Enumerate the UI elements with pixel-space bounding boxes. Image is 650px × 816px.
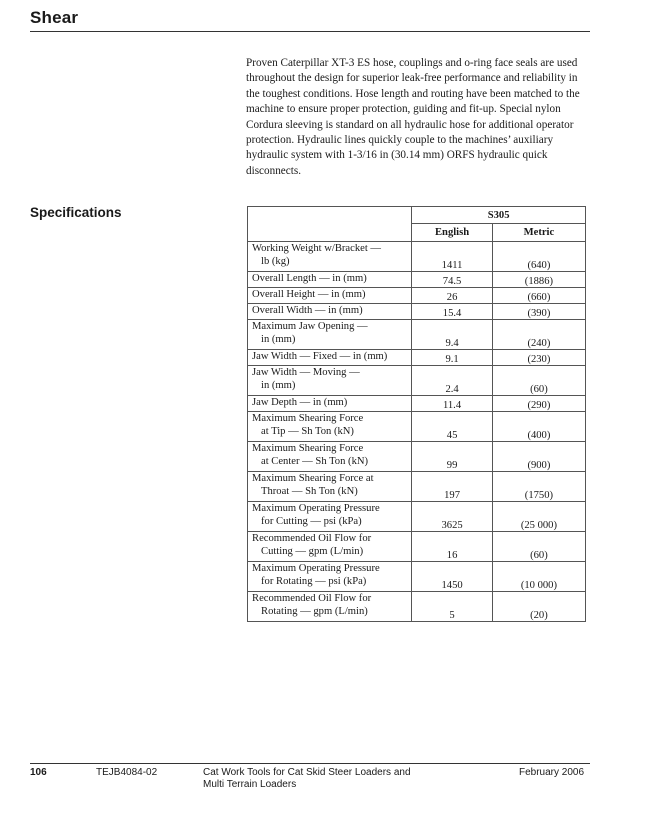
metric-value: (390)	[492, 304, 585, 320]
metric-value: (1886)	[492, 272, 585, 288]
english-value: 26	[412, 288, 493, 304]
metric-value: (60)	[492, 366, 585, 396]
english-value: 3625	[412, 502, 493, 532]
spec-label	[248, 366, 412, 396]
spec-label-line-1: Recommended Oil Flow for	[252, 533, 372, 544]
footer-rule	[30, 763, 590, 764]
spec-label-line-2: in (mm)	[261, 380, 296, 391]
metric-value: (60)	[492, 532, 585, 562]
english-column-header: English	[412, 224, 493, 242]
metric-value: (400)	[492, 412, 585, 442]
table-row	[248, 272, 586, 288]
spec-label-line-1: Maximum Operating Pressure	[252, 503, 380, 514]
spec-label	[248, 350, 412, 366]
metric-value: (660)	[492, 288, 585, 304]
english-value: 11.4	[412, 396, 493, 412]
spec-label-line-1: Jaw Width — Fixed — in (mm)	[252, 351, 388, 362]
specifications-table	[247, 206, 586, 622]
spec-label-line-1: Overall Height — in (mm)	[252, 289, 366, 300]
metric-value: (240)	[492, 320, 585, 350]
english-value: 45	[412, 412, 493, 442]
document-title	[203, 767, 463, 791]
spec-label	[248, 288, 412, 304]
blank-header-cell	[248, 207, 412, 242]
spec-label	[248, 532, 412, 562]
english-value: 2.4	[412, 366, 493, 396]
spec-label-line-1: Maximum Shearing Force	[252, 413, 364, 424]
english-value: 1450	[412, 562, 493, 592]
english-value: 99	[412, 442, 493, 472]
english-value: 15.4	[412, 304, 493, 320]
spec-label-line-2: Rotating — gpm (L/min)	[261, 606, 368, 617]
spec-label-line-1: Maximum Shearing Force at	[252, 473, 374, 484]
publication-date: February 2006	[519, 767, 585, 778]
spec-label-line-1: Working Weight w/Bracket —	[252, 243, 382, 254]
spec-label-line-1: Overall Length — in (mm)	[252, 273, 367, 284]
table-row	[248, 472, 586, 502]
document-code: TEJB4084-02	[96, 767, 158, 778]
spec-label	[248, 442, 412, 472]
table-row	[248, 304, 586, 320]
intro-paragraph: Proven Caterpillar XT-3 ES hose, couplings and o-ring face seals are used throughout the design for superior leak-free performance and reliability in the toughest conditions. Hose length and routing have been matched to the machine to ensure proper protection, guiding and fit-up. Special nylon Cordura sleeving is standard on all hydraulic hose for additional operator protection. Hydraulic lines quickly couple to the machines’ auxiliary hydraulic system with 1-3/16 in (30.14 mm) ORFS hydraulic quick disconnects.	[246, 57, 580, 177]
metric-value: (230)	[492, 350, 585, 366]
metric-value: (20)	[492, 592, 585, 622]
table-row	[248, 562, 586, 592]
spec-label	[248, 396, 412, 412]
spec-label-line-1: Jaw Width — Moving —	[252, 367, 360, 378]
table-row	[248, 412, 586, 442]
metric-column-header: Metric	[492, 224, 585, 242]
english-value: 5	[412, 592, 493, 622]
spec-label-line-2: at Tip — Sh Ton (kN)	[261, 426, 354, 437]
english-value: 197	[412, 472, 493, 502]
spec-label	[248, 412, 412, 442]
table-row	[248, 366, 586, 396]
document-title-line-2: Multi Terrain Loaders	[203, 779, 297, 790]
metric-value: (640)	[492, 242, 585, 272]
spec-label-line-1: Maximum Operating Pressure	[252, 563, 380, 574]
spec-label-line-2: for Cutting — psi (kPa)	[261, 516, 362, 527]
spec-label-line-1: Maximum Jaw Opening —	[252, 321, 368, 332]
document-title-line-1: Cat Work Tools for Cat Skid Steer Loaders and	[203, 767, 411, 778]
spec-label	[248, 472, 412, 502]
table-row	[248, 396, 586, 412]
table-row	[248, 350, 586, 366]
table-row	[248, 532, 586, 562]
specifications-heading: Specifications	[30, 205, 122, 220]
english-value: 9.4	[412, 320, 493, 350]
english-value: 1411	[412, 242, 493, 272]
spec-label-line-1: Jaw Depth — in (mm)	[252, 397, 348, 408]
spec-label	[248, 242, 412, 272]
spec-label-line-2: at Center — Sh Ton (kN)	[261, 456, 369, 467]
spec-label	[248, 272, 412, 288]
spec-label-line-1: Maximum Shearing Force	[252, 443, 364, 454]
section-title: Shear	[30, 8, 79, 27]
metric-value: (1750)	[492, 472, 585, 502]
spec-label-line-2: Cutting — gpm (L/min)	[261, 546, 364, 557]
metric-value: (10 000)	[492, 562, 585, 592]
metric-value: (900)	[492, 442, 585, 472]
spec-label-line-1: Overall Width — in (mm)	[252, 305, 363, 316]
spec-label	[248, 502, 412, 532]
spec-label-line-1: Recommended Oil Flow for	[252, 593, 372, 604]
spec-label	[248, 562, 412, 592]
spec-label	[248, 304, 412, 320]
table-row	[248, 320, 586, 350]
table-row	[248, 502, 586, 532]
spec-label-line-2: for Rotating — psi (kPa)	[261, 576, 367, 587]
specifications-table-body	[248, 242, 586, 622]
spec-label-line-2: Throat — Sh Ton (kN)	[261, 486, 358, 497]
english-value: 16	[412, 532, 493, 562]
metric-value: (290)	[492, 396, 585, 412]
table-row	[248, 442, 586, 472]
page-number: 106	[30, 767, 47, 778]
spec-label-line-2: in (mm)	[261, 334, 296, 345]
table-row	[248, 592, 586, 622]
model-header: S305	[412, 207, 586, 224]
spec-label-line-2: lb (kg)	[261, 256, 290, 267]
spec-label	[248, 592, 412, 622]
table-row	[248, 242, 586, 272]
english-value: 9.1	[412, 350, 493, 366]
header-rule	[30, 31, 590, 32]
table-row	[248, 288, 586, 304]
metric-value: (25 000)	[492, 502, 585, 532]
english-value: 74.5	[412, 272, 493, 288]
spec-label	[248, 320, 412, 350]
